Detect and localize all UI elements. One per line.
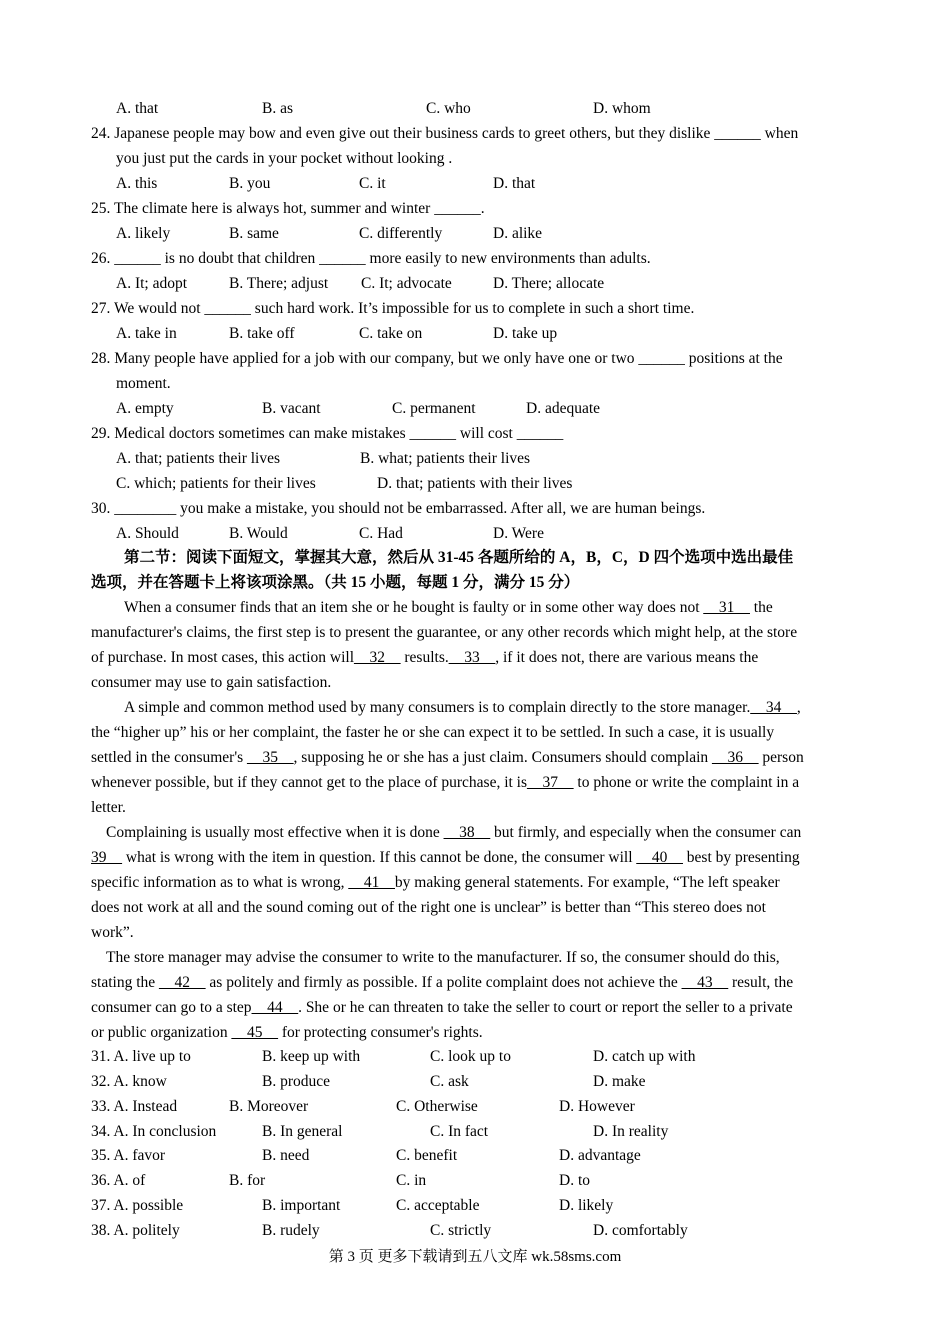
option-b: B. important bbox=[262, 1197, 341, 1214]
option-a: 33. A. Instead bbox=[91, 1098, 178, 1115]
text: but firmly, and especially when the consumer can bbox=[490, 824, 802, 841]
text: to phone or write the complaint in a bbox=[573, 774, 800, 791]
option-d: D. advantage bbox=[559, 1147, 641, 1164]
passage-p2-line: the “higher up” his or her complaint, the faster he or she can expect it to be settled. In such a case, it is usually bbox=[91, 724, 775, 741]
option-c: C. permanent bbox=[392, 400, 476, 417]
passage-p1-line bbox=[124, 598, 773, 618]
section2-title-cont: 选项，并在答题卡上将该项涂黑。（共 15 小题，每题 1 分，满分 15 分） bbox=[91, 574, 580, 591]
option-d: D. likely bbox=[559, 1197, 614, 1214]
option-d: D. make bbox=[593, 1073, 646, 1090]
option-d: D. There; allocate bbox=[493, 275, 605, 292]
text: specific information as to what is wrong, bbox=[91, 874, 349, 891]
blank-44[interactable]: __44__ bbox=[251, 999, 299, 1016]
blank-34[interactable]: __34__ bbox=[750, 699, 797, 716]
blank-40[interactable]: __40__ bbox=[636, 849, 683, 866]
option-c: C. look up to bbox=[430, 1048, 511, 1065]
passage-p4-line bbox=[91, 1023, 483, 1043]
text: as politely and firmly as possible. If a polite complaint does not achieve the bbox=[205, 974, 682, 991]
option-c: C. in bbox=[396, 1172, 427, 1189]
option-d: D. that bbox=[493, 175, 536, 192]
passage-p2-line: letter. bbox=[91, 799, 126, 816]
text: . She or he can threaten to take the seller to court or report the seller to a private bbox=[298, 999, 793, 1016]
q24-stem: 24. Japanese people may bow and even give out their business cards to greet others, but they dislike ______ when bbox=[91, 125, 799, 142]
option-b: B. what; patients their lives bbox=[360, 450, 531, 467]
option-b: B. need bbox=[262, 1147, 310, 1164]
q28-stem: 28. Many people have applied for a job with our company, but we only have one or two ______ positions at the bbox=[91, 350, 783, 367]
blank-39[interactable]: 39__ bbox=[91, 849, 122, 866]
option-a: A. this bbox=[116, 175, 158, 192]
q25-stem: 25. The climate here is always hot, summer and winter ______. bbox=[91, 200, 485, 217]
passage-p2-line bbox=[124, 698, 801, 718]
blank-33[interactable]: __33__ bbox=[448, 649, 496, 666]
text: person bbox=[758, 749, 804, 766]
text: settled in the consumer's bbox=[91, 749, 248, 766]
q28-stem-cont: moment. bbox=[116, 375, 171, 392]
text: result, the bbox=[728, 974, 794, 991]
option-c: C. It; advocate bbox=[361, 275, 452, 292]
text: what is wrong with the item in question. If this cannot be done, the consumer will bbox=[122, 849, 637, 866]
passage-p4-line bbox=[91, 998, 793, 1018]
option-b: B. produce bbox=[262, 1073, 331, 1090]
passage-p4-line bbox=[91, 973, 793, 993]
option-b: B. Moreover bbox=[229, 1098, 309, 1115]
option-a: 31. A. live up to bbox=[91, 1048, 191, 1065]
option-b: B. you bbox=[229, 175, 271, 192]
option-c: C. benefit bbox=[396, 1147, 458, 1164]
option-a: A. that bbox=[116, 100, 159, 117]
page-footer: 第 3 页 更多下载请到五八文库 wk.58sms.com bbox=[328, 1249, 622, 1265]
option-a: 38. A. politely bbox=[91, 1222, 180, 1239]
option-d: D. alike bbox=[493, 225, 543, 242]
text: results. bbox=[400, 649, 449, 666]
passage-p3-line bbox=[91, 848, 800, 868]
text: When a consumer finds that an item she or he bought is faulty or in some other way does not bbox=[124, 599, 704, 616]
option-a: A. take in bbox=[116, 325, 177, 342]
option-a: A. empty bbox=[116, 400, 174, 417]
blank-45[interactable]: __45__ bbox=[231, 1024, 278, 1041]
option-b: B. same bbox=[229, 225, 279, 242]
option-a: 34. A. In conclusion bbox=[91, 1123, 217, 1140]
option-c: C. Had bbox=[359, 525, 403, 542]
text: stating the bbox=[91, 974, 160, 991]
text: , bbox=[796, 699, 801, 716]
text: by making general statements. For example, “The left speaker bbox=[394, 874, 780, 891]
q24-stem-cont: you just put the cards in your pocket without looking . bbox=[116, 150, 453, 167]
passage-p3-line bbox=[91, 873, 780, 893]
option-d: D. to bbox=[559, 1172, 590, 1189]
option-c: C. Otherwise bbox=[396, 1098, 478, 1115]
text: for protecting consumer's rights. bbox=[277, 1024, 483, 1041]
q30-stem: 30. ________ you make a mistake, you should not be embarrassed. After all, we are human beings. bbox=[91, 500, 706, 517]
q27-stem: 27. We would not ______ such hard work. It’s impossible for us to complete in such a short time. bbox=[91, 300, 695, 317]
blank-37[interactable]: __37__ bbox=[527, 774, 574, 791]
passage-p3-line: work”. bbox=[91, 924, 134, 941]
option-b: B. keep up with bbox=[262, 1048, 361, 1065]
section2-title: 第二节：阅读下面短文，掌握其大意，然后从 31-45 各题所给的 A，B，C，D 四个选项中选出最佳 bbox=[124, 549, 794, 566]
option-a: 36. A. of bbox=[91, 1172, 146, 1189]
option-a: A. It; adopt bbox=[116, 275, 188, 292]
option-d: D. Were bbox=[493, 525, 544, 542]
passage-p3-line: does not work at all and the sound coming out of the right one is unclear” is better than “This stereo does not bbox=[91, 899, 766, 916]
option-b: B. In general bbox=[262, 1123, 343, 1140]
option-c: C. take on bbox=[359, 325, 423, 342]
option-c: C. strictly bbox=[430, 1222, 492, 1239]
option-c: C. In fact bbox=[430, 1123, 489, 1140]
text: , supposing he or she has a just claim. Consumers should complain bbox=[293, 749, 713, 766]
option-a: 35. A. favor bbox=[91, 1147, 166, 1164]
blank-38[interactable]: __38__ bbox=[443, 824, 491, 841]
passage-p1-line: manufacturer's claims, the first step is to present the guarantee, or any other records which might help, at the store bbox=[91, 624, 798, 641]
option-d: D. In reality bbox=[593, 1123, 669, 1140]
option-b: B. take off bbox=[229, 325, 295, 342]
text: best by presenting bbox=[682, 849, 800, 866]
text: the bbox=[749, 599, 773, 616]
option-c: C. differently bbox=[359, 225, 443, 242]
text: , if it does not, there are various means the bbox=[495, 649, 759, 666]
option-c: C. who bbox=[426, 100, 471, 117]
option-d: D. that; patients with their lives bbox=[377, 475, 573, 492]
text: of purchase. In most cases, this action will bbox=[91, 649, 355, 666]
passage-p1-line: consumer may use to gain satisfaction. bbox=[91, 674, 332, 691]
text: Complaining is usually most effective when it is done bbox=[106, 824, 444, 841]
option-b: B. Would bbox=[229, 525, 288, 542]
blank-31[interactable]: __31__ bbox=[703, 599, 750, 616]
option-a: 37. A. possible bbox=[91, 1197, 184, 1214]
option-d: D. take up bbox=[493, 325, 558, 342]
passage-p1-line bbox=[91, 648, 758, 668]
option-b: B. rudely bbox=[262, 1222, 320, 1239]
option-d: D. catch up with bbox=[593, 1048, 696, 1065]
text: whenever possible, but if they cannot get to the place of purchase, it is bbox=[91, 774, 528, 791]
option-a: A. that; patients their lives bbox=[116, 450, 281, 467]
option-c: C. it bbox=[359, 175, 386, 192]
passage-p4-line: The store manager may advise the consumer to write to the manufacturer. If so, the consumer should do this, bbox=[106, 949, 780, 966]
option-b: B. as bbox=[262, 100, 293, 117]
blank-43[interactable]: __43__ bbox=[681, 974, 729, 991]
q26-stem: 26. ______ is no doubt that children ______ more easily to new environments than adults. bbox=[91, 250, 651, 267]
passage-p3-line bbox=[106, 823, 801, 843]
text: or public organization bbox=[91, 1024, 232, 1041]
option-d: D. However bbox=[559, 1098, 635, 1115]
option-c: C. acceptable bbox=[396, 1197, 480, 1214]
blank-41[interactable]: __41__ bbox=[348, 874, 395, 891]
blank-32[interactable]: __32__ bbox=[354, 649, 401, 666]
option-d: D. whom bbox=[593, 100, 651, 117]
passage-p2-line bbox=[91, 773, 799, 793]
option-b: B. There; adjust bbox=[229, 275, 329, 292]
passage-p2-line bbox=[91, 748, 804, 768]
blank-36[interactable]: __36__ bbox=[712, 749, 759, 766]
blank-35[interactable]: __35__ bbox=[247, 749, 294, 766]
q29-stem: 29. Medical doctors sometimes can make mistakes ______ will cost ______ bbox=[91, 425, 564, 442]
option-b: B. for bbox=[229, 1172, 266, 1189]
option-d: D. comfortably bbox=[593, 1222, 688, 1239]
blank-42[interactable]: __42__ bbox=[159, 974, 206, 991]
option-c: C. which; patients for their lives bbox=[116, 475, 316, 492]
text: consumer can go to a step bbox=[91, 999, 252, 1016]
option-d: D. adequate bbox=[526, 400, 601, 417]
option-b: B. vacant bbox=[262, 400, 321, 417]
option-a: A. Should bbox=[116, 525, 179, 542]
text: A simple and common method used by many consumers is to complain directly to the store manager. bbox=[124, 699, 751, 716]
option-c: C. ask bbox=[430, 1073, 469, 1090]
option-a: 32. A. know bbox=[91, 1073, 167, 1090]
option-a: A. likely bbox=[116, 225, 171, 242]
